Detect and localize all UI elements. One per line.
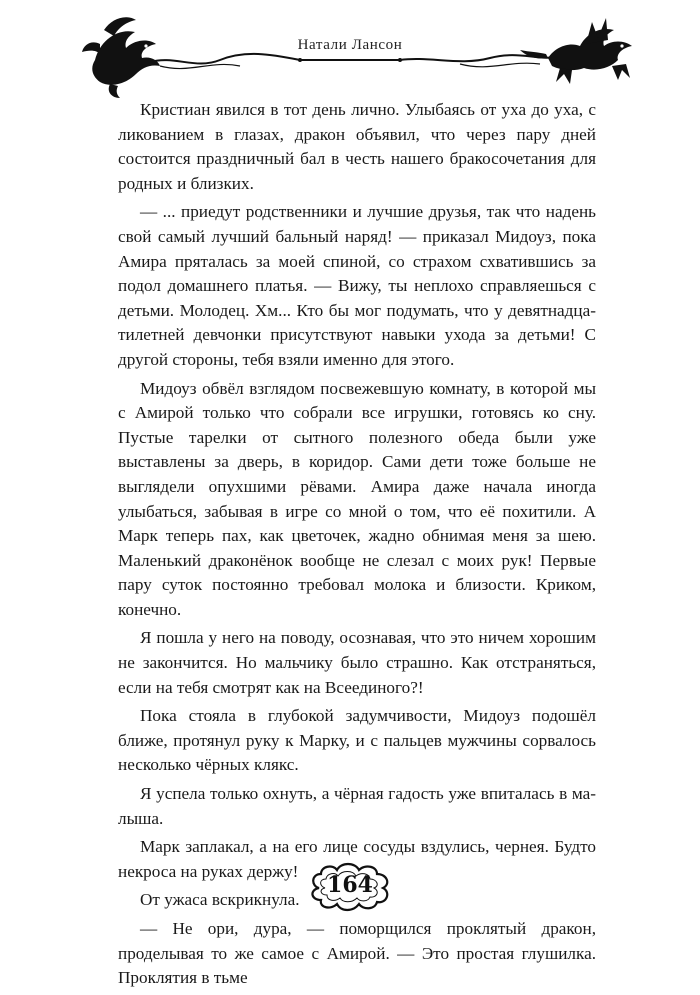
paragraph: — ... приедут родственники и лучшие друзья, так что надень свой самый лучший бальный наряд! — приказал Мидоуз, пока Амира пряталась за моей спиной, со страхом схватившись за подол домашнего платья. — Вижу, ты неплохо справляешься с детьми. Молодец. Хм... Кто бы мог подумать, что у девятнадцатилетней девчонки присутствуют навыки ухода за детьми! С другой стороны, тебя взяли именно для этого.	[118, 202, 596, 369]
page-number: 164	[327, 872, 373, 898]
paragraph: Кристиан явился в тот день лично. Улыбаясь от уха до уха, с ликованием в глазах, дракон объявил, что через пару дней состоится праздничный бал в честь нашего бракосочетания для родных и близких.	[118, 100, 596, 193]
paragraph: — Не ори, дура, — поморщился проклятый дракон, проделывая то же самое с Амирой. — Это простая глушилка. Проклятия в тьме	[118, 919, 596, 988]
dragon-left-icon	[82, 17, 160, 98]
page-footer	[0, 858, 700, 918]
header-ornament	[0, 0, 700, 110]
paragraph: Пока стояла в глубокой задумчивости, Мидоуз подошёл ближе, протянул руку к Марку, и с пальцев мужчины сорвалось несколько чёрных клякс.	[118, 706, 596, 775]
paragraph: Я пошла у него на поводу, осознавая, что это ничем хорошим не закончится. Но мальчику было страшно. Как отстраняться, если на тебя смотрят как на Всеединого?!	[118, 628, 596, 697]
paragraph: Мидоуз обвёл взглядом посвежевшую комнату, в которой мы с Амирой только что собрали все игрушки, готовясь ко сну. Пустые тарелки от сытного полезного обеда были уже выставлены за дверь, в коридор. Сами дети тоже больше не выглядели опухшими рёвами. Амира даже начала иногда улыбаться, забывая в игре со мной о том, что её похитили. А Марк теперь пах, как цветочек, жадно обнимая меня за шею. Маленький драконёнок вообще не слезал с моих рук! Первые пару суток постоянно требовал молока и близости. Криком, конечно.	[118, 378, 596, 619]
page-header	[0, 0, 700, 110]
paragraph: Марк заплакал, а на его лице сосуды вздулись, чернея. Будто некроса на руках держу!	[118, 837, 596, 881]
paragraph: Я успела только охнуть, а чёрная гадость уже впиталась в малыша.	[118, 784, 596, 828]
running-title: Натали Лансон	[297, 37, 403, 53]
paragraph: От ужаса вскрикнула.	[140, 890, 300, 910]
